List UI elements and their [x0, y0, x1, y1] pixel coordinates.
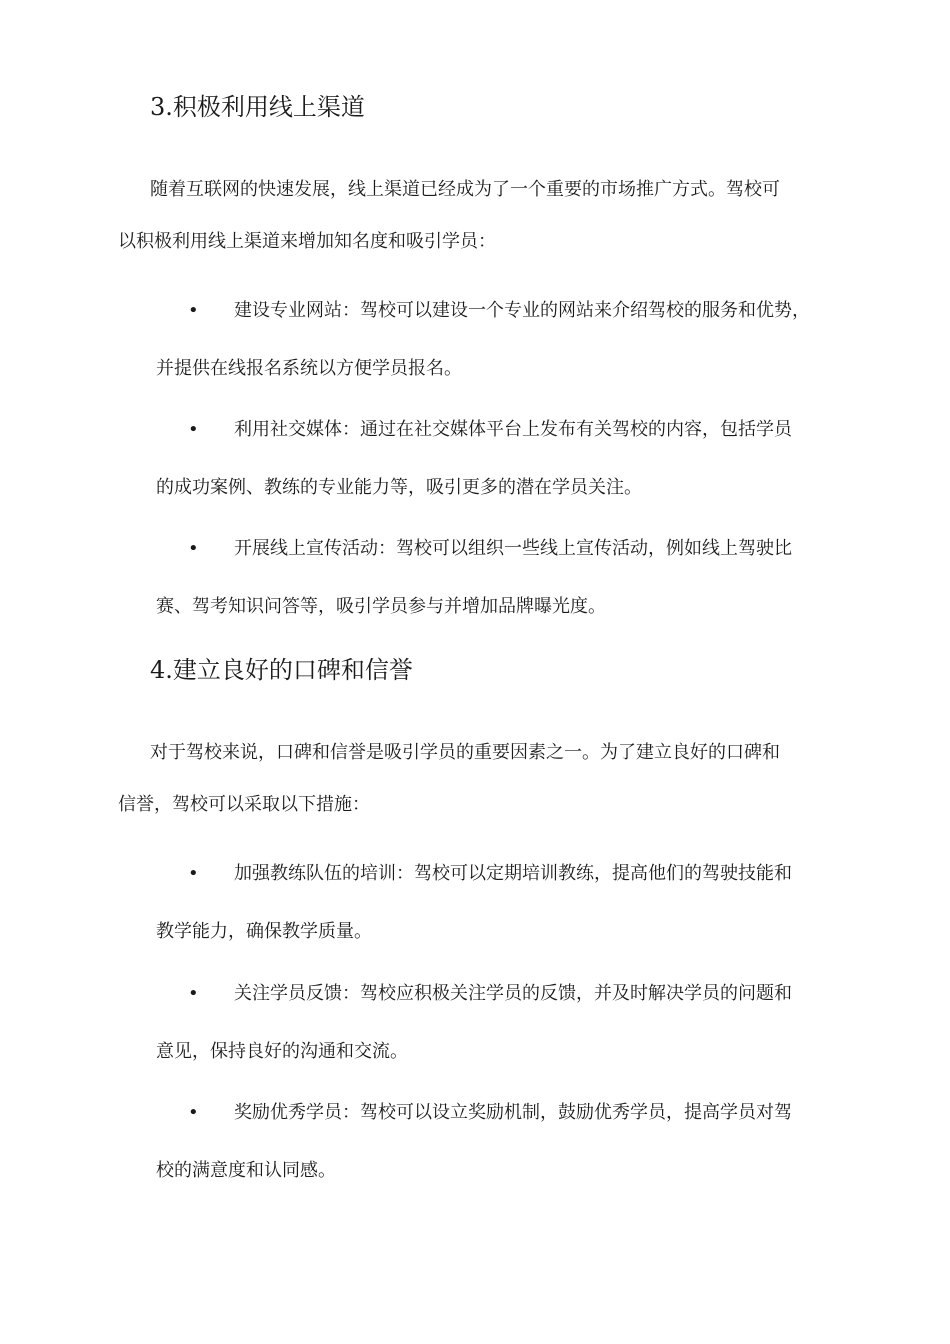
list-item-line — [156, 282, 846, 340]
list-item — [156, 845, 846, 961]
list-item — [156, 1084, 846, 1200]
intro-line: 信誉，驾校可以采取以下措施： — [118, 794, 370, 815]
list-item-text: 关注学员反馈：驾校应积极关注学员的反馈，并及时解决学员的问题和 — [234, 983, 792, 1004]
list-item-text: 加强教练队伍的培训：驾校可以定期培训教练，提高他们的驾驶技能和 — [234, 863, 792, 884]
bullet-icon: • — [188, 983, 199, 1004]
intro-line: 以积极利用线上渠道来增加知名度和吸引学员： — [118, 231, 496, 252]
list-item-line — [156, 845, 846, 903]
list-item — [156, 401, 846, 517]
list-item-text: 建设专业网站：驾校可以建设一个专业的网站来介绍驾校的服务和优势， — [234, 300, 810, 321]
list-item-text: 赛、驾考知识问答等，吸引学员参与并增加品牌曝光度。 — [156, 596, 606, 617]
list-item — [156, 520, 846, 636]
list-item-text: 校的满意度和认同感。 — [156, 1160, 336, 1181]
list-item-line — [156, 401, 846, 459]
section-heading: 3.积极利用线上渠道 — [150, 93, 365, 121]
section-intro — [118, 164, 830, 268]
list-item-text: 教学能力，确保教学质量。 — [156, 921, 372, 942]
intro-line: 随着互联网的快速发展，线上渠道已经成为了一个重要的市场推广方式。驾校可 — [150, 179, 780, 200]
bullet-icon: • — [188, 300, 199, 321]
list-item-line — [156, 1084, 846, 1142]
list-item-line — [156, 520, 846, 578]
list-item-text: 开展线上宣传活动：驾校可以组织一些线上宣传活动，例如线上驾驶比 — [234, 538, 792, 559]
intro-line: 对于驾校来说，口碑和信誉是吸引学员的重要因素之一。为了建立良好的口碑和 — [150, 742, 780, 763]
list-item-text: 并提供在线报名系统以方便学员报名。 — [156, 358, 462, 379]
list-item — [156, 965, 846, 1081]
bullet-icon: • — [188, 863, 199, 884]
list-item — [156, 282, 846, 398]
section-intro — [118, 727, 830, 831]
bullet-icon: • — [188, 419, 199, 440]
list-item-text: 的成功案例、教练的专业能力等，吸引更多的潜在学员关注。 — [156, 477, 642, 498]
list-item-text: 意见，保持良好的沟通和交流。 — [156, 1041, 408, 1062]
list-item-text: 奖励优秀学员：驾校可以设立奖励机制，鼓励优秀学员，提高学员对驾 — [234, 1102, 792, 1123]
section-heading: 4.建立良好的口碑和信誉 — [150, 656, 413, 684]
list-item-line — [156, 965, 846, 1023]
list-item-text: 利用社交媒体：通过在社交媒体平台上发布有关驾校的内容，包括学员 — [234, 419, 792, 440]
bullet-icon: • — [188, 1102, 199, 1123]
bullet-icon: • — [188, 538, 199, 559]
